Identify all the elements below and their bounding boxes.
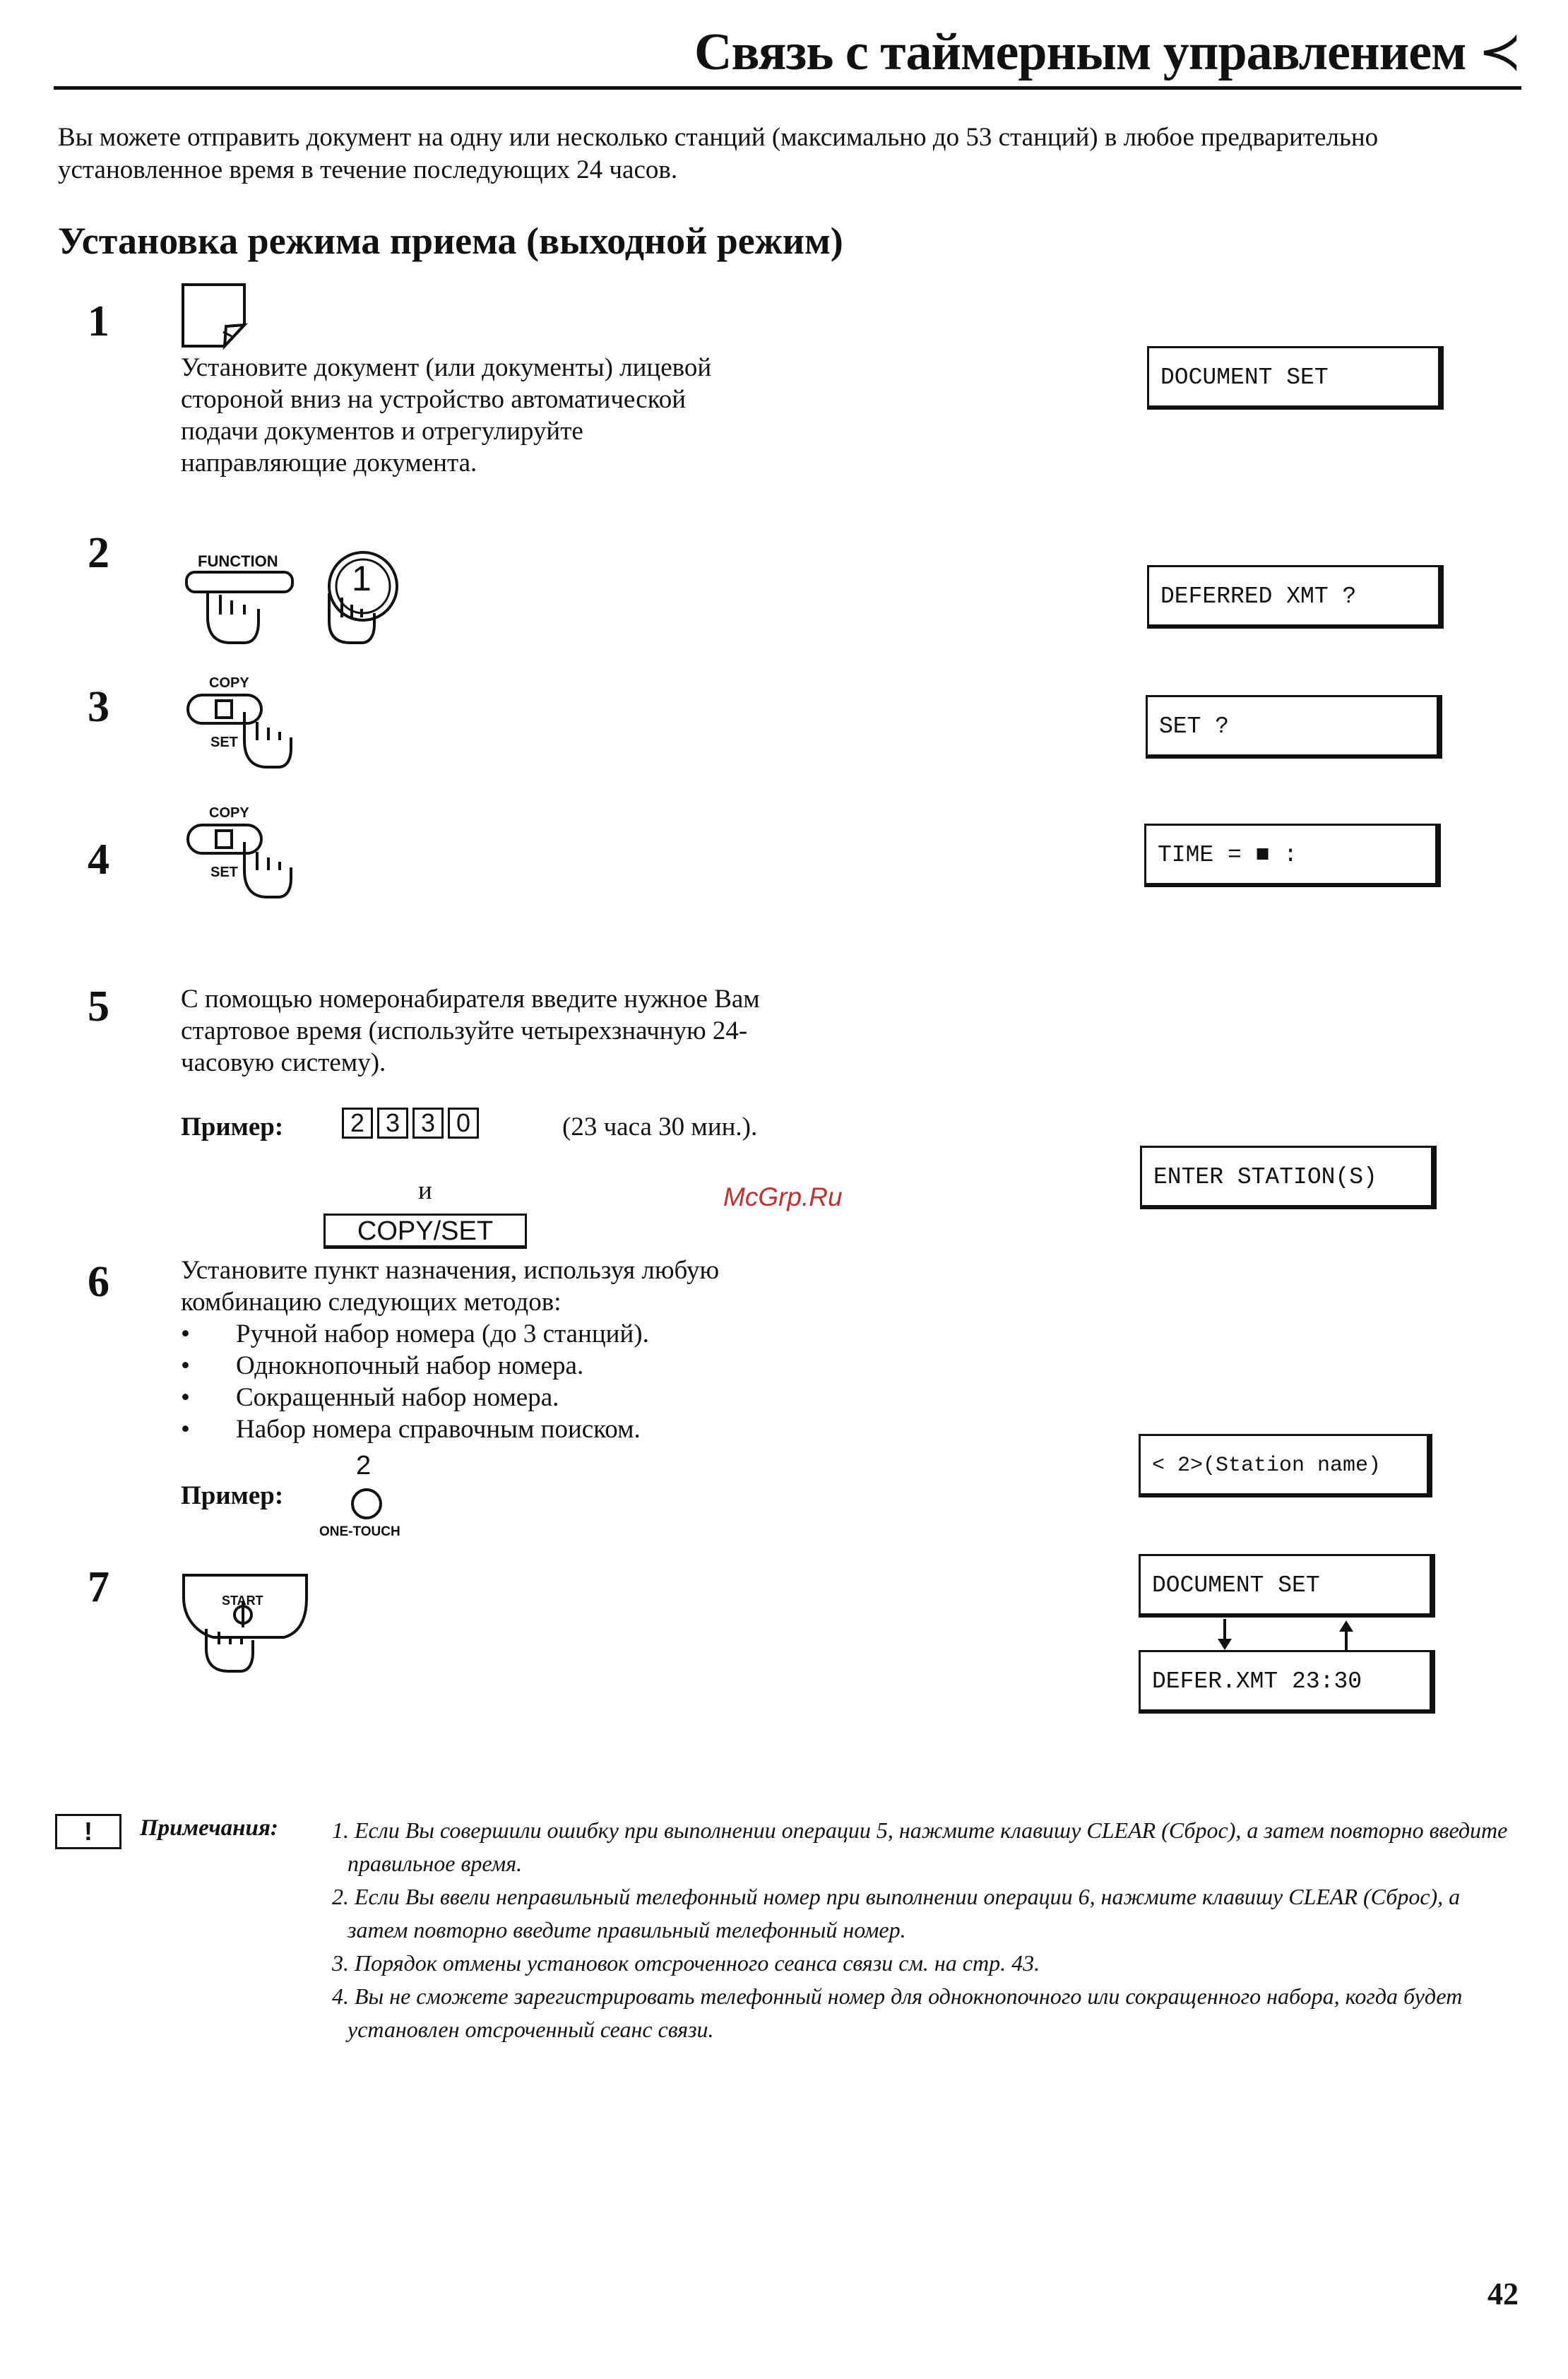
notes-label: Примечания: — [140, 1815, 278, 1841]
document-icon — [179, 281, 250, 352]
lcd-display-step-1: DOCUMENT SET — [1147, 346, 1444, 410]
lcd-display-step-2: DEFERRED XMT ? — [1147, 565, 1444, 629]
list-item: • Ручной набор номера (до 3 станций). — [181, 1318, 649, 1350]
alternating-arrows-icon — [1201, 1616, 1370, 1654]
step-7-number: 7 — [88, 1563, 109, 1611]
note-item: 3. Порядок отмены установок отсроченного сеанса связи см. на стр. 43. — [332, 1950, 1040, 1976]
one-touch-label: ONE-TOUCH — [319, 1524, 400, 1539]
example-label-5: Пример: — [181, 1113, 284, 1141]
step-1-text: Установите документ (или документы) лицевой стороной вниз на устройство автоматической подачи документов и отрегулируйте направляющие документа. — [181, 353, 712, 477]
note-item: 2. Если Вы ввели неправильный телефонный номер при выполнении операции 6, нажмите клавишу CLEAR (Сброс), а затем повторно введите правильный телефонный номер. — [332, 1884, 1461, 1942]
header-rule — [54, 86, 1521, 90]
note-item: 4. Вы не сможете зарегистрировать телефонный номер для однокнопочного или сокращенного набора, когда будет установлен отсроченный сеанс связи. — [332, 1983, 1463, 2042]
start-key-press-icon — [178, 1570, 319, 1675]
set-key-label-3: SET — [210, 735, 238, 750]
lcd-display-step-5: ENTER STATION(S) — [1140, 1146, 1437, 1209]
lcd-display-step-4: TIME = ■ : — [1144, 824, 1441, 887]
digit-key: 0 — [448, 1108, 479, 1139]
digit-key: 2 — [342, 1108, 373, 1139]
warning-icon: ! — [55, 1814, 121, 1849]
copy-set-key: COPY/SET — [323, 1214, 527, 1249]
start-key-label: START — [222, 1594, 263, 1608]
step-3-number: 3 — [88, 683, 109, 731]
copy-set-key-icon — [185, 821, 298, 906]
step-4-number: 4 — [88, 836, 109, 884]
list-item: • Сокращенный набор номера. — [181, 1382, 649, 1413]
function-key-digit: 1 — [352, 559, 372, 598]
one-touch-number: 2 — [356, 1451, 372, 1481]
set-key-label-4: SET — [210, 865, 238, 880]
step-2-number: 2 — [88, 529, 109, 577]
lcd-display-step-7: DOCUMENT SET — [1139, 1554, 1435, 1618]
example-label-6: Пример: — [181, 1481, 284, 1510]
list-item: • Набор номера справочным поиском. — [181, 1413, 649, 1445]
example-keys — [342, 1108, 479, 1139]
step-6-number: 6 — [88, 1258, 109, 1306]
step-6-text: Установите пункт назначения, используя любую комбинацию следующих методов: — [181, 1256, 720, 1317]
function-key-press-icon — [179, 544, 412, 650]
copy-key-label-3: COPY — [209, 675, 249, 691]
section-title: Установка режима приема (выходной режим) — [58, 220, 843, 262]
and-label: и — [418, 1176, 432, 1205]
function-key-label: FUNCTION — [198, 552, 278, 570]
intro-paragraph: Вы можете отправить документ на одну или несколько станций (максимально до 53 станций) в любое предварительно установленное время в течение последующих 24 часов. — [58, 123, 1379, 184]
watermark: McGrp.Ru — [723, 1182, 843, 1211]
page-number: 42 — [1487, 2277, 1519, 2311]
arrow-left-icon: ≺ — [1478, 23, 1521, 81]
note-item: 1. Если Вы совершили ошибку при выполнении операции 5, нажмите клавишу CLEAR (Сброс), а затем повторно введите правильное время. — [332, 1817, 1508, 1876]
digit-key: 3 — [412, 1108, 444, 1139]
step-1-number: 1 — [88, 297, 109, 345]
page-title: Связь с таймерным управлением ≺ — [694, 23, 1521, 81]
step-5-text: С помощью номеронабирателя введите нужное Вам стартовое время (используйте четырехзначную 24-часовую систему). — [181, 985, 760, 1077]
list-item: • Однокнопочный набор номера. — [181, 1350, 649, 1382]
copy-key-label-4: COPY — [209, 805, 249, 821]
copy-set-key-icon — [185, 691, 298, 776]
one-touch-key-icon — [349, 1486, 384, 1521]
example-time-note: (23 часа 30 мин.). — [562, 1113, 758, 1141]
dialing-methods-list — [181, 1318, 649, 1445]
step-5-number: 5 — [88, 983, 109, 1031]
notes-list — [332, 1814, 1526, 2046]
digit-key: 3 — [377, 1108, 408, 1139]
lcd-display-step-3: SET ? — [1146, 695, 1442, 759]
lcd-display-step-6: < 2>(Station name) — [1139, 1434, 1432, 1497]
lcd-display-step-7-alt: DEFER.XMT 23:30 — [1139, 1650, 1435, 1714]
